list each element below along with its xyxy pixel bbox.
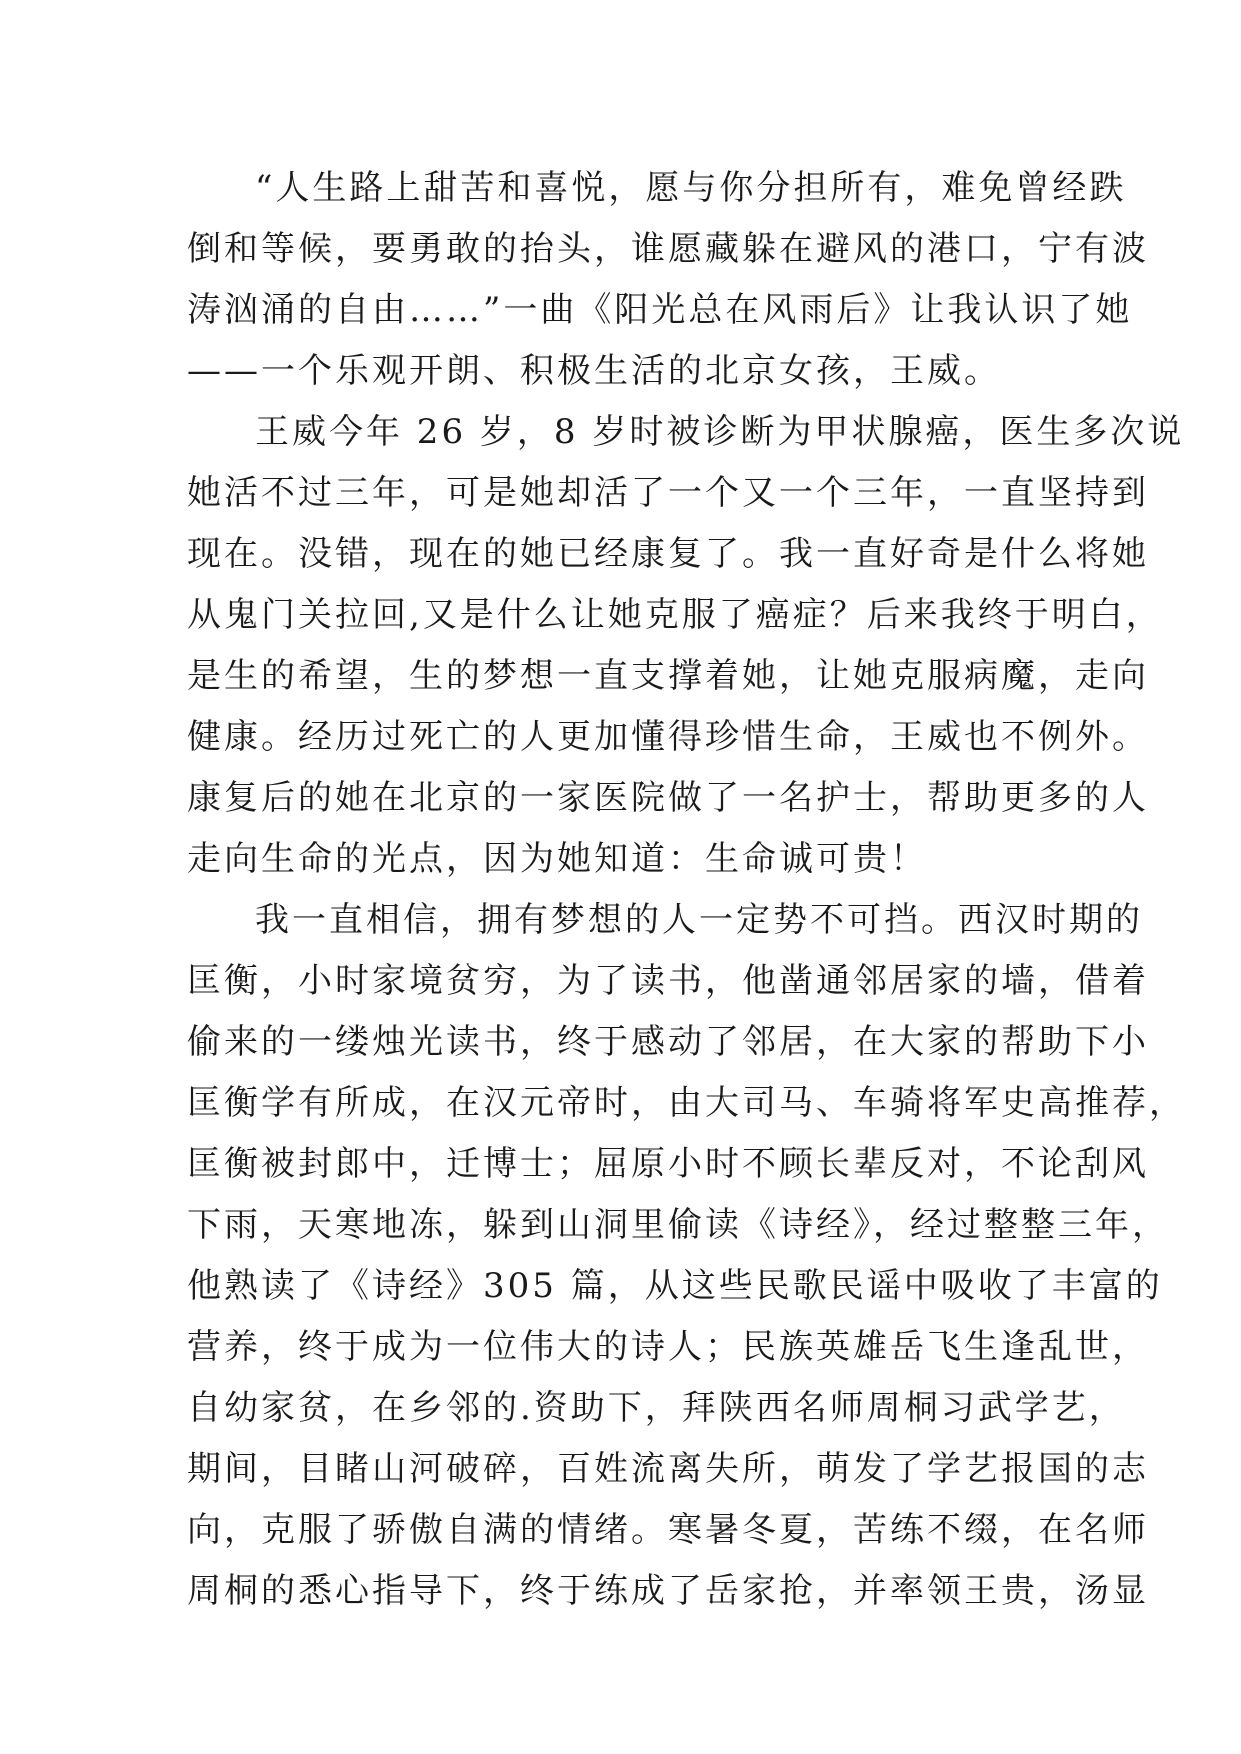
text-line: 偷来的一缕烛光读书，终于感动了邻居，在大家的帮助下小 [187, 1022, 1149, 1062]
text-line: 王威今年 26 岁，8 岁时被诊断为甲状腺癌，医生多次说 [255, 412, 1185, 452]
text-line: 向，克服了骄傲自满的情绪。寒暑冬夏，苦练不缀，在名师 [187, 1510, 1149, 1550]
paragraph-2 [187, 402, 1185, 890]
text-line: 倒和等候，要勇敢的抬头，谁愿藏躲在避风的港口，宁有波 [187, 229, 1149, 269]
text-line: 走向生命的光点，因为她知道：生命诚可贵！ [187, 839, 927, 879]
text-line: 涛汹涌的自由……”一曲《阳光总在风雨后》让我认识了她 [187, 290, 1133, 330]
document-body [187, 158, 1186, 1622]
text-line: 期间，目睹山河破碎，百姓流离失所，萌发了学艺报国的志 [187, 1449, 1149, 1489]
text-line: 是生的希望，生的梦想一直支撑着她，让她克服病魔，走向 [187, 656, 1149, 696]
text-line: 现在。没错，现在的她已经康复了。我一直好奇是什么将她 [187, 534, 1149, 574]
text-line: 健康。经历过死亡的人更加懂得珍惜生命，王威也不例外。 [187, 717, 1149, 757]
paragraph-1 [187, 158, 1149, 402]
text-line: ——一个乐观开朗、积极生活的北京女孩，王威。 [187, 351, 1001, 391]
text-line: 匡衡被封郎中，迁博士；屈原小时不顾长辈反对，不论刮风 [187, 1144, 1149, 1184]
paragraph-3 [187, 890, 1186, 1622]
text-line: 她活不过三年，可是她却活了一个又一个三年，一直坚持到 [187, 473, 1149, 513]
text-line: 我一直相信，拥有梦想的人一定势不可挡。西汉时期的 [255, 900, 1143, 940]
text-line: 周桐的悉心指导下，终于练成了岳家抢，并率领王贵，汤显 [187, 1571, 1149, 1611]
text-line: 从鬼门关拉回,又是什么让她克服了癌症？后来我终于明白， [187, 595, 1163, 635]
text-line: 康复后的她在北京的一家医院做了一名护士，帮助更多的人 [187, 778, 1149, 818]
text-line: 自幼家贫，在乡邻的.资助下，拜陕西名师周桐习武学艺， [187, 1388, 1126, 1428]
text-line: 匡衡学有所成，在汉元帝时，由大司马、车骑将军史高推荐， [187, 1083, 1186, 1123]
text-line: 他熟读了《诗经》305 篇，从这些民歌民谣中吸收了丰富的 [187, 1266, 1163, 1306]
text-line: 营养，终于成为一位伟大的诗人；民族英雄岳飞生逢乱世， [187, 1327, 1149, 1367]
text-line: 下雨，天寒地冻，躲到山洞里偷读《诗经》，经过整整三年， [187, 1205, 1169, 1245]
text-line: 匡衡，小时家境贫穷，为了读书，他凿通邻居家的墙，借着 [187, 961, 1149, 1001]
text-line: “人生路上甜苦和喜悦，愿与你分担所有，难免曾经跌 [255, 168, 1127, 208]
